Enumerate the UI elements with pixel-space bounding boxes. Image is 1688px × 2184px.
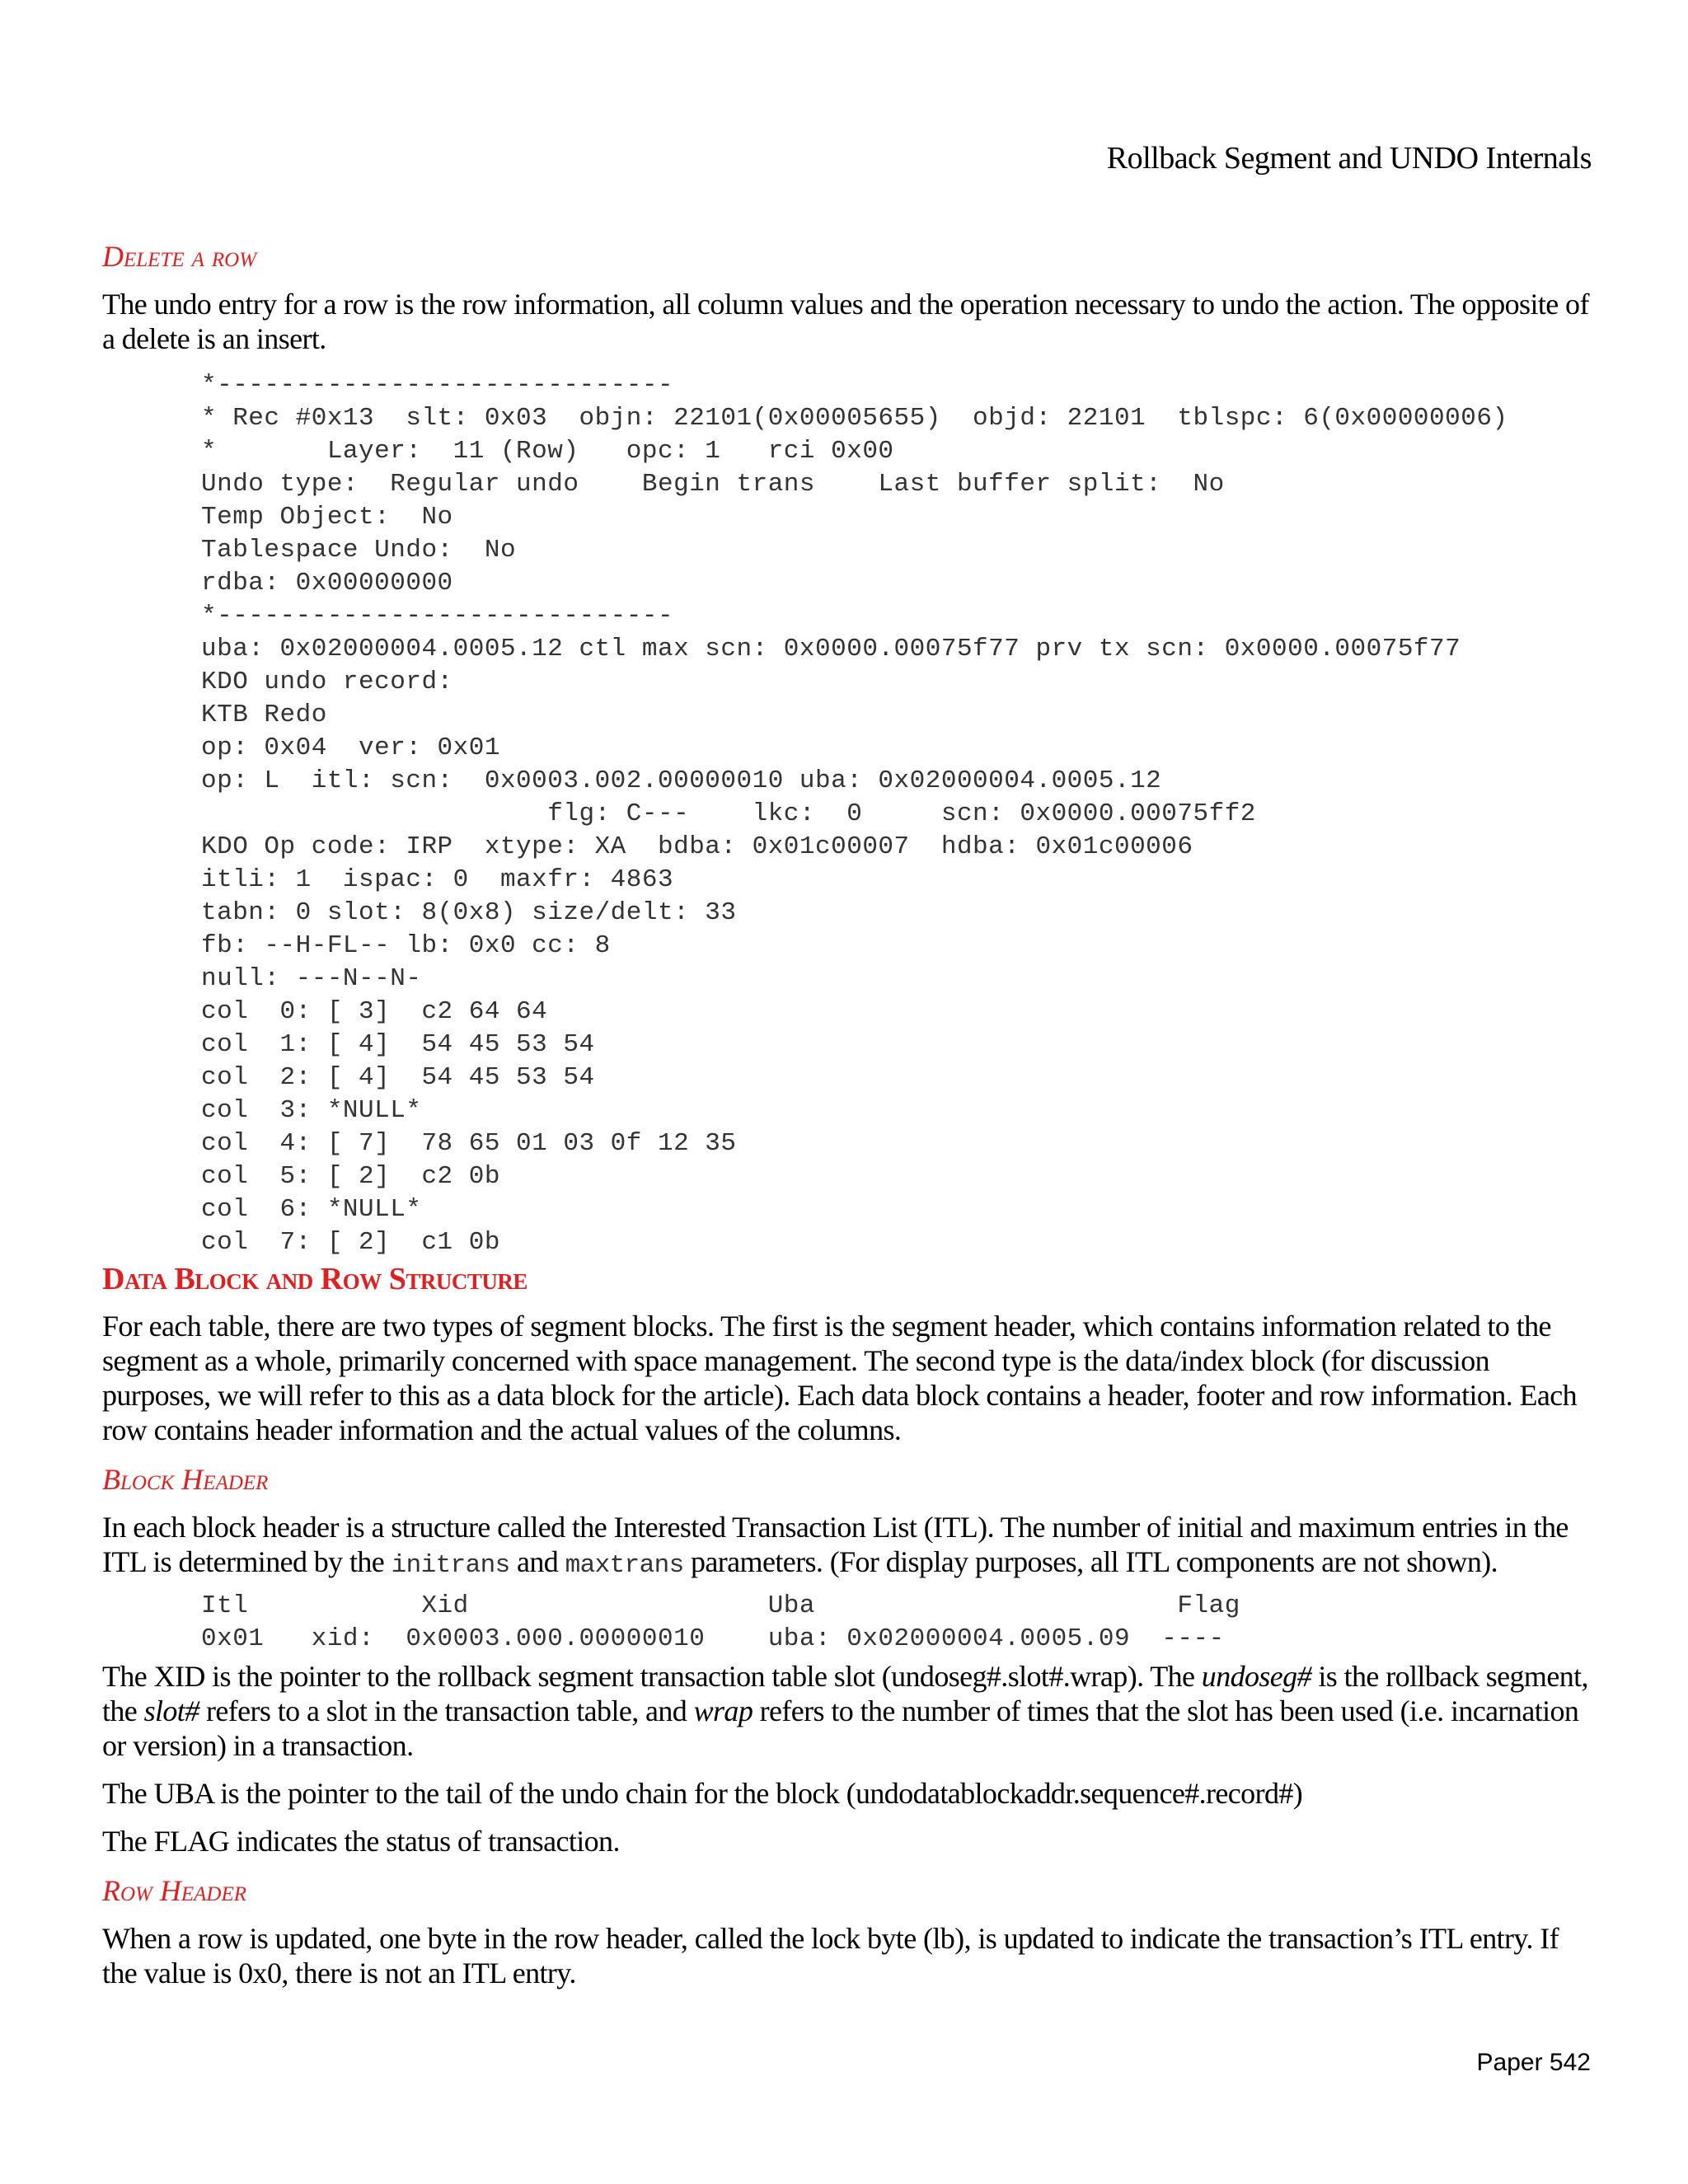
code-line: col 4: [ 7] 78 65 01 03 0f 12 35 — [201, 1129, 737, 1158]
code-line: * Rec #0x13 slt: 0x03 objn: 22101(0x00005655) objd: 22101 tblspc: 6(0x00000006) — [201, 404, 1508, 433]
page-number: Paper 542 — [1476, 2049, 1591, 2076]
code-line: 0x01 xid: 0x0003.000.00000010 uba: 0x02000004.0005.09 ---- — [201, 1624, 1225, 1653]
code-line: col 2: [ 4] 54 45 53 54 — [201, 1063, 595, 1092]
code-line: flg: C--- lkc: 0 scn: 0x0000.00075ff2 — [201, 799, 1256, 828]
heading-delete-a-row: Delete a row — [102, 240, 257, 273]
code-line: col 0: [ 3] c2 64 64 — [201, 997, 548, 1026]
paragraph-block-header — [102, 1510, 1594, 1583]
paragraph-uba: The UBA is the pointer to the tail of the undo chain for the block (undodatablockaddr.sequence#.record#) — [102, 1777, 1303, 1810]
text-segment: The XID is the pointer to the rollback segment transaction table slot (undoseg#.slot#.wrap). The — [102, 1660, 1202, 1693]
text-segment: and — [509, 1545, 565, 1578]
code-line: tabn: 0 slot: 8(0x8) size/delt: 33 — [201, 898, 737, 927]
code-line: col 3: *NULL* — [201, 1096, 422, 1125]
param-initrans: initrans — [391, 1551, 510, 1580]
code-line: itli: 1 ispac: 0 maxfr: 4863 — [201, 865, 674, 894]
code-line: null: ---N--N- — [201, 964, 422, 993]
code-block-undo-record — [201, 369, 1594, 1259]
content — [102, 237, 1594, 2004]
param-maxtrans: maxtrans — [565, 1551, 684, 1580]
code-line: col 1: [ 4] 54 45 53 54 — [201, 1030, 595, 1059]
code-line: rdba: 0x00000000 — [201, 569, 453, 598]
code-line: col 7: [ 2] c1 0b — [201, 1228, 500, 1257]
code-line: col 6: *NULL* — [201, 1195, 422, 1224]
code-block-itl — [201, 1590, 1594, 1656]
emphasis-undoseg: undoseg# — [1201, 1660, 1311, 1693]
text-segment: refers to a slot in the transaction table, and — [199, 1694, 694, 1727]
code-line: Tablespace Undo: No — [201, 536, 517, 565]
code-line: Temp Object: No — [201, 503, 453, 532]
paragraph-delete-row: The undo entry for a row is the row information, all column values and the operation necessary to undo the action. The opposite of a delete is an insert. — [102, 288, 1589, 355]
text-segment: parameters. (For display purposes, all ITL components are not shown). — [683, 1545, 1498, 1578]
code-line: KTB Redo — [201, 701, 327, 729]
code-line: Undo type: Regular undo Begin trans Last buffer split: No — [201, 470, 1225, 499]
text-segment: refers to the number of times that the slot has been used (i.e. incarnation or version) in a transaction. — [102, 1694, 1579, 1762]
code-line: *----------------------------- — [201, 602, 674, 630]
text-segment: In each block header is a structure called the Interested Transaction List (ITL). The number of initial and maximum entries in the ITL is determined by the — [102, 1511, 1568, 1578]
code-line: op: L itl: scn: 0x0003.002.00000010 uba: 0x02000004.0005.12 — [201, 766, 1162, 795]
code-line: KDO Op code: IRP xtype: XA bdba: 0x01c00007 hdba: 0x01c00006 — [201, 832, 1193, 861]
code-line: Itl Xid Uba Flag — [201, 1591, 1240, 1620]
code-line: uba: 0x02000004.0005.12 ctl max scn: 0x0000.00075f77 prv tx scn: 0x0000.00075f77 — [201, 635, 1461, 663]
paragraph-data-block: For each table, there are two types of segment blocks. The first is the segment header, which contains information related to the segment as a whole, primarily concerned with space management. The second type is the data/index block (for discussion purposes, we will refer to this as a data block for the article). Each data block contains a header, footer and row information. Each row contains header information and the actual values of the columns. — [102, 1310, 1578, 1446]
code-line: *----------------------------- — [201, 371, 674, 400]
paragraph-flag: The FLAG indicates the status of transaction. — [102, 1825, 620, 1858]
code-line: * Layer: 11 (Row) opc: 1 rci 0x00 — [201, 437, 894, 466]
code-line: col 5: [ 2] c2 0b — [201, 1162, 500, 1191]
text-segment: is the rollback segment, the — [102, 1660, 1588, 1727]
code-line: op: 0x04 ver: 0x01 — [201, 733, 500, 762]
running-header: Rollback Segment and UNDO Internals — [1106, 141, 1592, 176]
paragraph-xid — [102, 1659, 1594, 1763]
heading-data-block-row-structure: Data Block and Row Structure — [102, 1262, 528, 1296]
heading-block-header: Block Header — [102, 1463, 269, 1496]
paragraph-row-header: When a row is updated, one byte in the row header, called the lock byte (lb), is updated to indicate the transaction’s ITL entry. If the value is 0x0, there is not an ITL entry. — [102, 1922, 1559, 1990]
emphasis-wrap: wrap — [693, 1694, 753, 1727]
heading-row-header: Row Header — [102, 1874, 247, 1907]
emphasis-slot: slot# — [143, 1694, 199, 1727]
code-line: KDO undo record: — [201, 668, 453, 696]
code-line: fb: --H-FL-- lb: 0x0 cc: 8 — [201, 931, 611, 960]
